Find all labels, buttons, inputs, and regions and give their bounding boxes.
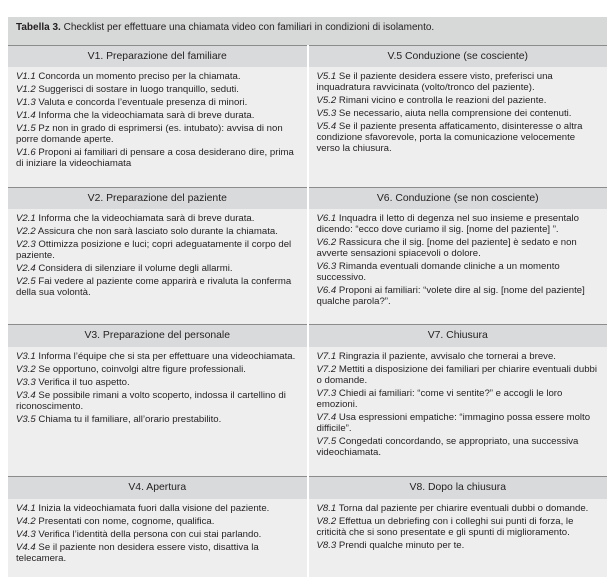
section-body-row	[8, 67, 607, 187]
item-text: Considera di silenziare il volume degli allarmi.	[35, 263, 233, 275]
checklist-item	[317, 285, 600, 307]
checklist-item	[16, 71, 299, 82]
item-code: V8.2	[316, 515, 337, 527]
table-caption	[8, 17, 607, 46]
checklist-item	[16, 97, 299, 108]
item-text: Inquadra il letto di degenza nel suo insieme e presentalo dicendo: “ecco dove curiamo il sig. [nome del paziente] ”.	[316, 213, 579, 236]
item-code: V2.2	[16, 226, 36, 238]
checklist-item	[317, 540, 600, 551]
item-code: V5.1	[316, 71, 337, 83]
checklist-item	[16, 276, 299, 298]
item-code: V4.2	[16, 515, 36, 527]
section-body-row	[8, 499, 607, 577]
checklist-item	[16, 542, 299, 564]
item-code: V5.3	[316, 108, 337, 120]
section-header-row	[8, 187, 607, 209]
section-title: V.5 Conduzione (se cosciente)	[308, 46, 608, 68]
item-code: V5.2	[316, 95, 337, 107]
checklist-item	[16, 351, 299, 362]
item-text: Verifica l’identità della persona con cui stai parlando.	[35, 528, 262, 540]
item-text: Se il paziente presenta affaticamento, disinteresse o altra condizione sfavorevole, porta la comunicazione velocemente verso la chiusura.	[316, 121, 583, 155]
section-title: V7. Chiusura	[308, 325, 608, 347]
item-code: V3.5	[16, 413, 36, 425]
item-code: V6.4	[316, 285, 337, 297]
section-items	[308, 499, 608, 577]
item-code: V3.3	[16, 376, 36, 388]
section-header-row	[8, 325, 607, 347]
checklist-item	[317, 516, 600, 538]
item-text: Concorda un momento preciso per la chiamata.	[35, 71, 241, 83]
item-text: Assicura che non sarà lasciato solo durante la chiamata.	[35, 226, 278, 238]
item-code: V1.3	[16, 97, 36, 109]
item-text: Ottimizza posizione e luci; copri adeguatamente il corpo del paziente.	[16, 239, 292, 262]
item-code: V3.1	[16, 350, 36, 362]
item-code: V5.4	[316, 121, 337, 133]
checklist-item	[16, 239, 299, 261]
section-header-row	[8, 477, 607, 499]
item-code: V7.3	[316, 387, 337, 399]
section-items	[8, 499, 308, 577]
item-code: V1.1	[16, 71, 36, 83]
item-text: Se possibile rimani a volto scoperto, indossa il cartellino di riconoscimento.	[16, 389, 286, 412]
caption-label: Tabella 3.	[16, 22, 61, 33]
item-code: V2.1	[16, 213, 36, 225]
item-text: Rassicura che il sig. [nome del paziente] è sedato e non avverte sensazioni spiacevoli o dolore.	[316, 237, 577, 260]
item-code: V1.6	[16, 147, 36, 159]
item-text: Informa che la videochiamata sarà di breve durata.	[35, 213, 255, 225]
item-text: Fai vedere al paziente come apparirà e rivaluta la conferma della sua volontà.	[16, 276, 292, 299]
checklist-item	[317, 95, 600, 106]
item-text: Se il paziente non desidera essere visto, disattiva la telecamera.	[16, 541, 259, 564]
item-text: Suggerisci di sostare in luogo tranquillo, seduti.	[35, 84, 239, 96]
item-code: V6.2	[316, 237, 337, 249]
item-code: V3.4	[16, 389, 36, 401]
caption-text: Checklist per effettuare una chiamata video con familiari in condizioni di isolamento.	[60, 22, 435, 33]
section-header-row	[8, 46, 607, 68]
item-code: V2.5	[16, 276, 36, 288]
section-title: V6. Conduzione (se non cosciente)	[308, 187, 608, 209]
checklist-item	[16, 110, 299, 121]
item-text: Prendi qualche minuto per te.	[336, 539, 465, 551]
item-code: V2.3	[16, 239, 36, 251]
item-code: V6.3	[316, 261, 337, 273]
item-code: V3.2	[16, 363, 36, 375]
item-text: Verifica il tuo aspetto.	[35, 376, 130, 388]
section-items	[8, 209, 308, 325]
item-code: V7.2	[316, 363, 337, 375]
section-title: V2. Preparazione del paziente	[8, 187, 308, 209]
section-body-row	[8, 347, 607, 477]
checklist-item	[16, 414, 299, 425]
checklist-item	[317, 412, 600, 434]
item-text: Ringrazia il paziente, avvisalo che tornerai a breve.	[336, 350, 556, 362]
item-code: V7.4	[316, 411, 337, 423]
checklist-item	[317, 503, 600, 514]
item-text: Proponi ai familiari di pensare a cosa desiderano dire, prima di iniziare la videochiamata	[16, 147, 294, 170]
checklist-item	[317, 364, 600, 386]
item-code: V4.3	[16, 528, 36, 540]
section-title: V3. Preparazione del personale	[8, 325, 308, 347]
checklist-item	[317, 213, 600, 235]
item-text: Inizia la videochiamata fuori dalla visione del paziente.	[35, 502, 270, 514]
item-code: V4.4	[16, 541, 36, 553]
item-code: V7.5	[316, 435, 337, 447]
checklist-item	[317, 388, 600, 410]
checklist-item	[317, 71, 600, 93]
item-text: Torna dal paziente per chiarire eventuali dubbi o domande.	[336, 502, 589, 514]
checklist-item	[317, 121, 600, 154]
item-code: V8.1	[316, 502, 337, 514]
item-text: Rimani vicino e controlla le reazioni del paziente.	[336, 95, 547, 107]
section-items	[8, 67, 308, 187]
checklist-item	[317, 108, 600, 119]
section-items	[308, 67, 608, 187]
checklist-item	[16, 529, 299, 540]
checklist-item	[16, 390, 299, 412]
item-text: Valuta e concorda l’eventuale presenza di minori.	[35, 97, 248, 109]
checklist-item	[16, 84, 299, 95]
item-text: Usa espressioni empatiche: “immagino possa essere molto difficile”.	[316, 411, 591, 434]
checklist-item	[16, 364, 299, 375]
checklist-item	[16, 147, 299, 169]
section-title: V1. Preparazione del familiare	[8, 46, 308, 68]
item-text: Chiama tu il familiare, all’orario prestabilito.	[35, 413, 222, 425]
item-text: Se opportuno, coinvolgi altre figure professionali.	[35, 363, 246, 375]
checklist-item	[16, 123, 299, 145]
checklist-item	[317, 237, 600, 259]
section-items	[8, 347, 308, 477]
item-code: V7.1	[316, 350, 337, 362]
section-items	[308, 347, 608, 477]
item-code: V4.1	[16, 502, 36, 514]
item-text: Informa l’équipe che si sta per effettuare una videochiamata.	[35, 350, 296, 362]
item-text: Presentati con nome, cognome, qualifica.	[35, 515, 215, 527]
section-items	[308, 209, 608, 325]
item-text: Effettua un debriefing con i colleghi sui punti di forza, le criticità che si sono presentate e gli spunti di miglioramento.	[316, 515, 574, 538]
item-code: V1.4	[16, 110, 36, 122]
checklist-table	[8, 17, 607, 577]
checklist-item	[317, 436, 600, 458]
item-code: V1.5	[16, 123, 36, 135]
item-text: Proponi ai familiari: “volete dire al sig. [nome del paziente] qualche parola?”.	[316, 285, 585, 308]
section-title: V8. Dopo la chiusura	[308, 477, 608, 499]
checklist-item	[16, 213, 299, 224]
item-code: V6.1	[316, 213, 337, 225]
checklist-item	[16, 263, 299, 274]
item-text: Informa che la videochiamata sarà di breve durata.	[35, 110, 255, 122]
item-text: Congedati concordando, se appropriato, una successiva videochiamata.	[316, 435, 579, 458]
item-text: Se il paziente desidera essere visto, preferisci una inquadratura ravvicinata (volto/tronco del paziente).	[316, 71, 553, 94]
checklist-item	[317, 351, 600, 362]
checklist-item	[16, 516, 299, 527]
checklist-item	[16, 226, 299, 237]
checklist-item	[317, 261, 600, 283]
item-text: Mettiti a disposizione dei familiari per chiarire eventuali dubbi o domande.	[316, 363, 598, 386]
checklist-item	[16, 503, 299, 514]
item-code: V2.4	[16, 263, 36, 275]
item-code: V1.2	[16, 84, 36, 96]
checklist-item	[16, 377, 299, 388]
section-title: V4. Apertura	[8, 477, 308, 499]
item-text: Chiedi ai familiari: “come vi sentite?” e accogli le loro emozioni.	[316, 387, 563, 410]
item-text: Se necessario, aiuta nella comprensione dei contenuti.	[336, 108, 572, 120]
item-text: Rimanda eventuali domande cliniche a un momento successivo.	[316, 261, 560, 284]
item-code: V8.3	[316, 539, 337, 551]
section-body-row	[8, 209, 607, 325]
item-text: Pz non in grado di esprimersi (es. intubato): avvisa di non porre domande aperte.	[16, 123, 283, 146]
